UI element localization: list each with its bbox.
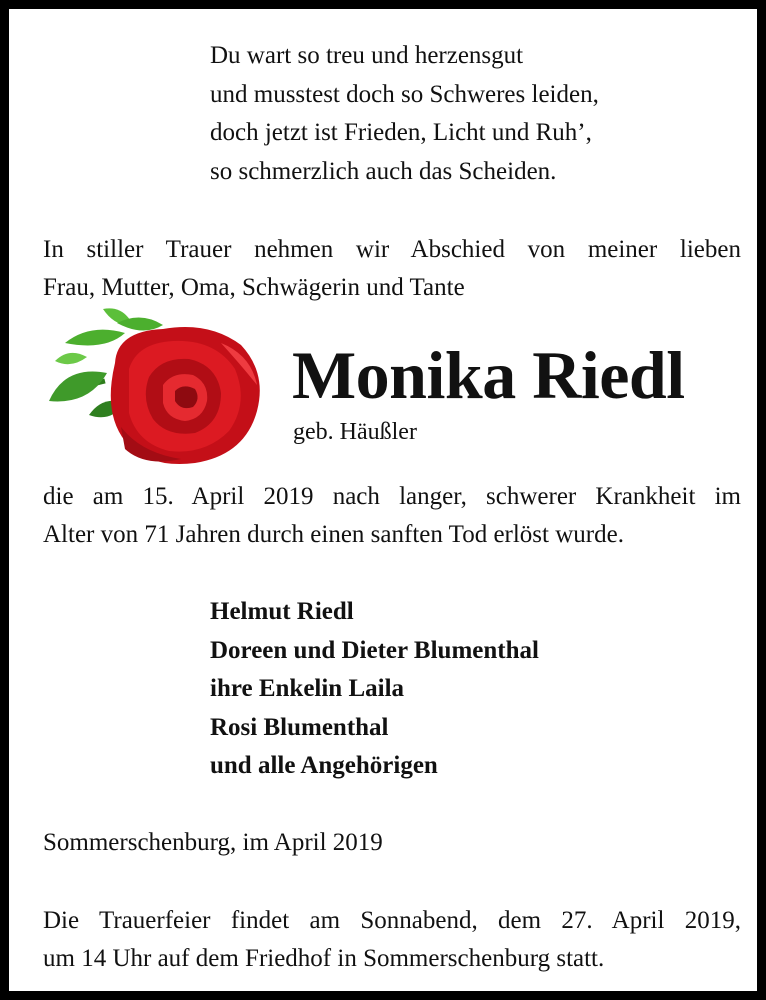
poem-line: Du wart so treu und herzensgut [210,42,524,69]
death-notice-line: die am 15. April 2019 nach langer, schwerer Krankheit im [43,483,741,510]
red-rose-icon [45,303,267,468]
funeral-line: Die Trauerfeier findet am Sonnabend, dem 27. April 2019, [43,907,741,934]
birth-name: geb. Häußler [293,419,417,445]
mourners-list [210,593,539,786]
funeral-info [43,902,741,978]
intro-text [43,231,741,307]
intro-line: Frau, Mutter, Oma, Schwägerin und Tante [43,274,465,301]
poem-line: so schmerzlich auch das Scheiden. [210,157,557,185]
deceased-name: Monika Riedl [292,337,685,413]
mourner-name: und alle Angehörigen [210,752,438,779]
poem-line: doch jetzt ist Frieden, Licht und Ruh’, [210,119,592,146]
mourner-name: Helmut Riedl [210,598,354,625]
poem-line: und musstest doch so Schweres leiden, [210,80,599,108]
funeral-line: um 14 Uhr auf dem Friedhof in Sommerschenburg statt. [43,945,605,972]
poem-verse [210,37,599,191]
intro-line: In stiller Trauer nehmen wir Abschied von meiner lieben [43,236,741,263]
place-date: Sommerschenburg, im April 2019 [43,829,383,856]
death-notice [43,478,741,554]
death-notice-line: Alter von 71 Jahren durch einen sanften Tod erlöst wurde. [43,521,624,548]
mourner-name: ihre Enkelin Laila [210,675,405,702]
mourner-name: Doreen und Dieter Blumenthal [210,636,539,664]
mourner-name: Rosi Blumenthal [210,713,389,741]
